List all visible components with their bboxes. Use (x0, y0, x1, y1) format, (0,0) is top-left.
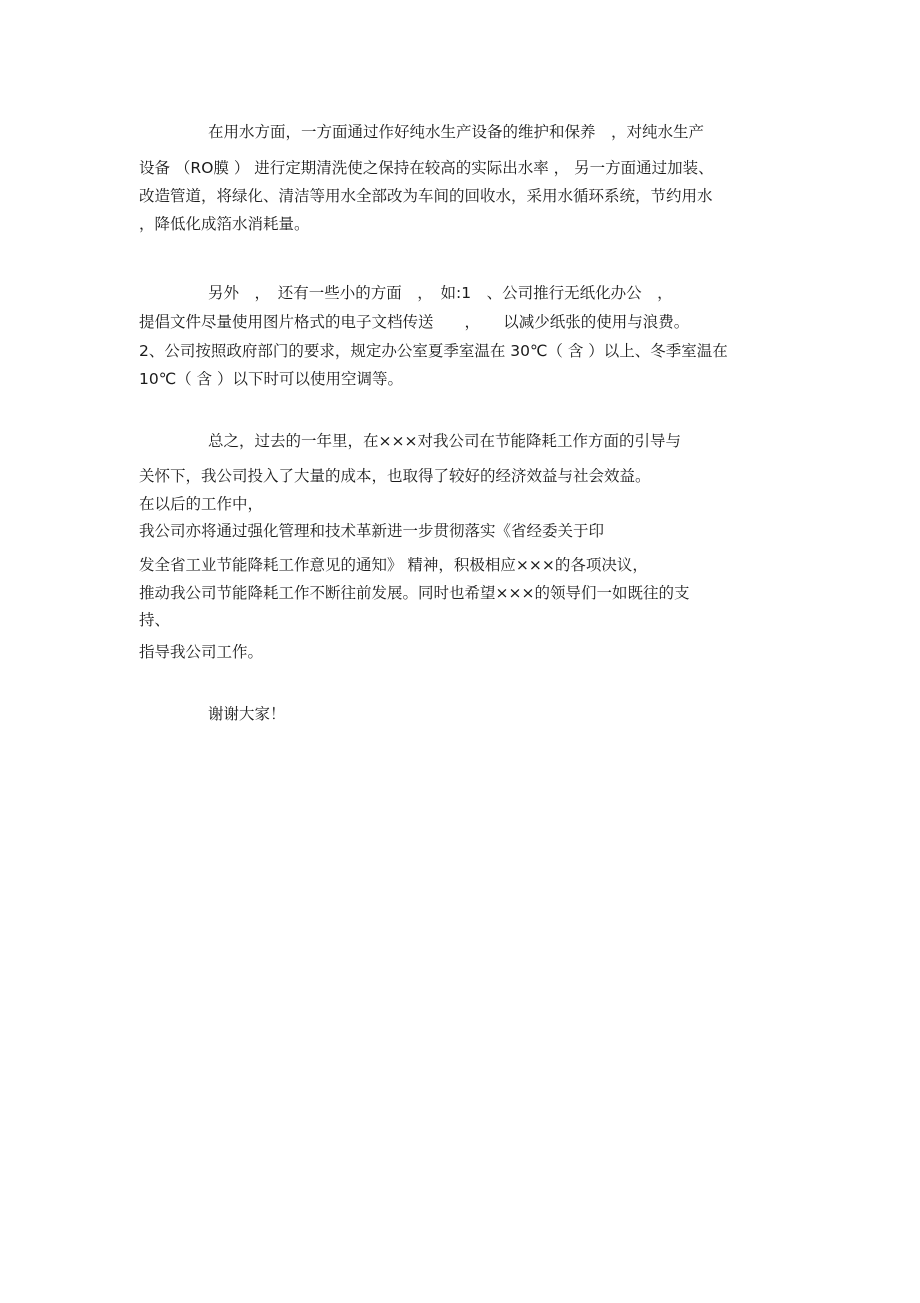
text-line: 关怀下，我公司投入了大量的成本，也取得了较好的经济效益与社会效益。 (139, 467, 651, 485)
text-line: 在用水方面，一方面通过作好纯水生产设备的维护和保养 ，对纯水生产 (208, 123, 705, 141)
text-line: 持、 (139, 611, 171, 629)
text-line: 在以后的工作中， (139, 495, 264, 513)
text-line: ，降低化成箔水消耗量。 (139, 215, 310, 233)
text-line: 设备 （RO膜 ） 进行定期清洗使之保持在较高的实际出水率 ， 另一方面通过加装、 (139, 159, 714, 177)
text-line: 改造管道，将绿化、清洁等用水全部改为车间的回收水，采用水循环系统，节约用水 (139, 187, 713, 205)
closing-text: 谢谢大家！ (208, 705, 286, 723)
text-line: 提倡文件尽量使用图片格式的电子文档传送 ， 以减少纸张的使用与浪费。 (139, 313, 690, 331)
text-line: 指导我公司工作。 (139, 643, 264, 661)
text-line: 2、公司按照政府部门的要求，规定办公室夏季室温在 30℃（ 含 ）以上、冬季室温在 (139, 342, 728, 360)
text-line: 我公司亦将通过强化管理和技术革新进一步贯彻落实《省经委关于印 (139, 522, 605, 540)
text-line: 推动我公司节能降耗工作不断往前发展。同时也希望×××的领导们一如既往的支 (139, 584, 690, 602)
text-line: 10℃（ 含 ）以下时可以使用空调等。 (139, 370, 403, 388)
text-line: 发全省工业节能降耗工作意见的通知》 精神，积极相应×××的各项决议， (139, 556, 648, 574)
text-line: 另外 ， 还有一些小的方面 ， 如:1 、公司推行无纸化办公 ， (208, 284, 673, 302)
text-line: 总之，过去的一年里，在×××对我公司在节能降耗工作方面的引导与 (208, 432, 681, 450)
